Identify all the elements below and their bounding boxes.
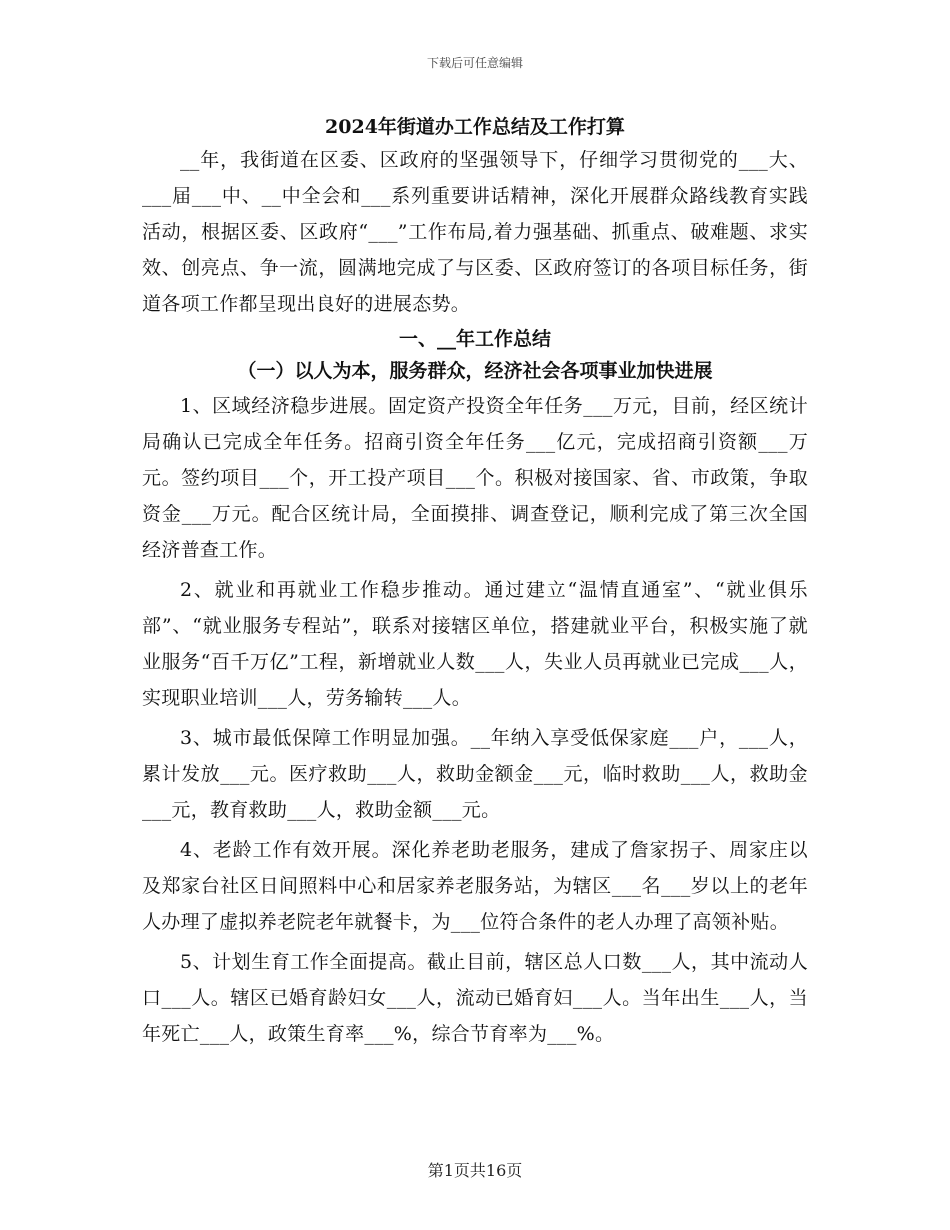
section-heading: 一、__年工作总结 [398, 328, 551, 350]
paragraph-economy: 1、区域经济稳步进展。固定资产投资全年任务___万元，目前，经区统计局确认已完成全年任务。招商引资全年任务___亿元，完成招商引资额___万元。签约项目___个，开工投产项目___个。积极对接国家、省、市政策，争取资金___万元。配合区统计局，全面摸排、调查登记，顺利完成了第三次全国经济普查工作。 [142, 395, 808, 561]
document-body [142, 112, 808, 1052]
paragraph-employment: 2、就业和再就业工作稳步推动。通过建立“温情直通室”、“就业俱乐部”、“就业服务专程站”，联系对接辖区单位，搭建就业平台，积极实施了就业服务“百千万亿”工程，新增就业人数___人，失业人员再就业已完成___人，实现职业培训___人，劳务输转___人。 [142, 579, 808, 709]
page-footer: 第1页共16页 [427, 1161, 523, 1180]
intro-paragraph: __年，我街道在区委、区政府的坚强领导下，仔细学习贯彻党的___大、___届___中、__中全会和___系列重要讲话精神，深化开展群众路线教育实践活动，根据区委、区政府“___”工作布局,着力强基础、抓重点、破难题、求实效、创亮点、争一流，圆满地完成了与区委、区政府签订的各项目标任务，街道各项工作都呈现出良好的进展态势。 [142, 149, 808, 315]
page-header: 下载后可任意编辑 [426, 56, 523, 70]
paragraph-minimum-security: 3、城市最低保障工作明显加强。__年纳入享受低保家庭___户，___人，累计发放___元。医疗救助___人，救助金额金___元，临时救助___人，救助金___元，教育救助___人，救助金额___元。 [142, 727, 808, 821]
paragraph-elderly: 4、老龄工作有效开展。深化养老助老服务，建成了詹家拐子、周家庄以及郑家台社区日间照料中心和居家养老服务站，为辖区___名___岁以上的老年人办理了虚拟养老院老年就餐卡，为___位符合条件的老人办理了高领补贴。 [142, 839, 808, 933]
paragraph-family-planning: 5、计划生育工作全面提高。截止目前，辖区总人口数___人，其中流动人口___人。辖区已婚育龄妇女___人，流动已婚育妇___人。当年出生___人，当年死亡___人，政策生育率___%，综合节育率为___%。 [142, 951, 808, 1045]
document-title: 2024年街道办工作总结及工作打算 [325, 116, 625, 138]
subsection-heading: （一）以人为本，服务群众，经济社会各项事业加快进展 [237, 360, 713, 382]
